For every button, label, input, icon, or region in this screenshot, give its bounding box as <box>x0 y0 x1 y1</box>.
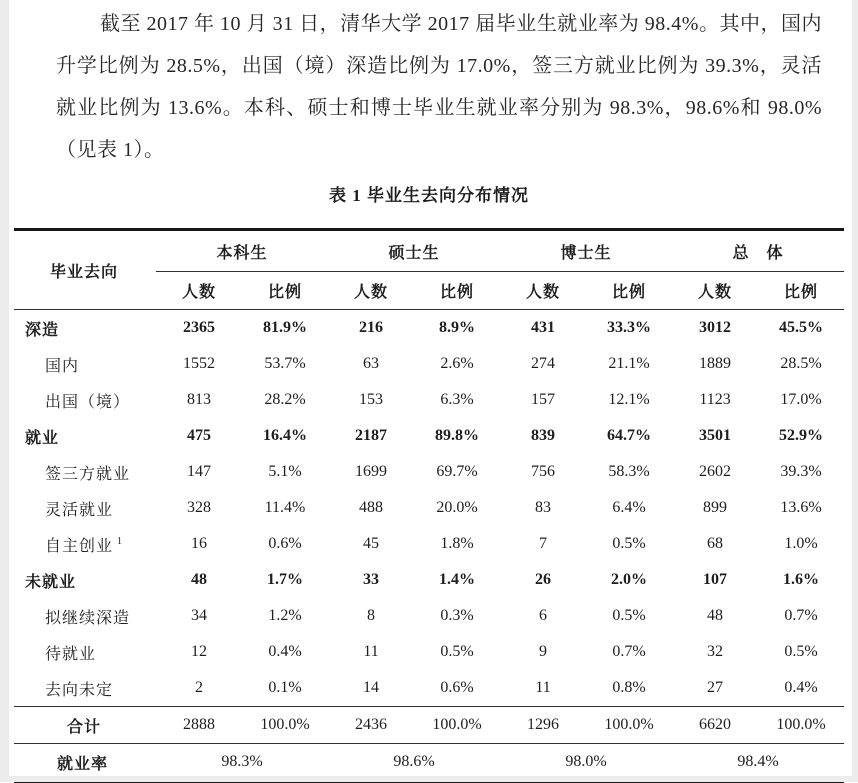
header-group-doctoral: 博士生 <box>500 230 672 272</box>
table-cell: 756 <box>531 463 556 480</box>
table-cell: 16.4% <box>263 427 307 444</box>
total-row <box>14 707 844 744</box>
header-destination: 毕业去向 <box>14 230 156 310</box>
header-group-total: 总 体 <box>672 230 844 272</box>
table-cell: 8 <box>367 607 376 624</box>
table-row <box>14 418 844 454</box>
table-cell: 7 <box>539 535 548 552</box>
table-cell: 899 <box>703 499 728 516</box>
table-row <box>14 526 844 562</box>
table-cell: 0.7% <box>784 607 818 624</box>
table-cell: 1.6% <box>783 571 820 588</box>
table-cell: 1699 <box>355 463 388 480</box>
table-cell: 0.7% <box>612 643 646 660</box>
table-cell: 488 <box>359 499 384 516</box>
table-cell: 11 <box>363 643 379 660</box>
table-cell: 0.1% <box>268 679 302 696</box>
row-label: 灵活就业 <box>45 501 114 519</box>
table-cell: 0.6% <box>440 679 474 696</box>
header-ratio: 比例 <box>758 272 844 310</box>
table-cell: 1.0% <box>784 535 818 552</box>
table-cell: 98.4% <box>737 753 779 770</box>
table-cell: 153 <box>359 391 384 408</box>
table-cell: 20.0% <box>436 499 478 516</box>
table-cell: 1.7% <box>267 571 303 588</box>
graduate-destination-table <box>14 228 844 783</box>
table-row <box>14 634 844 670</box>
table-row <box>14 562 844 598</box>
table-cell: 33 <box>363 571 380 588</box>
table-cell: 83 <box>535 499 552 516</box>
table-cell: 0.5% <box>440 643 474 660</box>
row-label: 未就业 <box>25 573 77 591</box>
header-count: 人数 <box>328 272 414 310</box>
table-cell: 431 <box>531 319 556 336</box>
table-cell: 69.7% <box>436 463 478 480</box>
table-cell: 0.4% <box>268 643 302 660</box>
header-count: 人数 <box>500 272 586 310</box>
table-cell: 0.3% <box>440 607 474 624</box>
table-cell: 8.9% <box>439 319 476 336</box>
table-cell: 3501 <box>699 427 732 444</box>
table-cell: 839 <box>531 427 556 444</box>
row-label: 拟继续深造 <box>45 609 131 627</box>
table-cell: 14 <box>363 679 380 696</box>
table-row <box>14 670 844 707</box>
table-cell: 2.0% <box>611 571 648 588</box>
table-cell: 63 <box>363 355 380 372</box>
table-cell: 52.9% <box>779 427 824 444</box>
table-cell: 12 <box>191 643 207 660</box>
table-cell: 33.3% <box>607 319 652 336</box>
table-cell: 2187 <box>355 427 388 444</box>
table-cell: 9 <box>539 643 548 660</box>
row-label: 签三方就业 <box>45 465 131 483</box>
table-cell: 45.5% <box>779 319 824 336</box>
table-cell: 53.7% <box>264 355 306 372</box>
table-cell: 0.5% <box>612 535 646 552</box>
table-cell: 2 <box>195 679 203 696</box>
header-ratio: 比例 <box>586 272 672 310</box>
table-cell: 0.8% <box>612 679 646 696</box>
table-cell: 12.1% <box>608 391 650 408</box>
table-cell: 11.4% <box>264 499 306 516</box>
table-cell: 2365 <box>183 319 215 336</box>
table-cell: 98.6% <box>393 753 435 770</box>
table-cell: 58.3% <box>608 463 650 480</box>
table-cell: 6.3% <box>440 391 474 408</box>
table-cell: 98.3% <box>221 753 263 770</box>
table-cell: 475 <box>187 427 211 444</box>
table-cell: 5.1% <box>268 463 302 480</box>
table-cell: 64.7% <box>607 427 652 444</box>
header-count: 人数 <box>672 272 758 310</box>
row-label: 去向未定 <box>45 681 114 699</box>
page-edge-right <box>852 0 858 782</box>
table-cell: 1.8% <box>440 535 474 552</box>
table-cell: 2.6% <box>440 355 474 372</box>
row-label: 自主创业 $^1$ <box>45 536 124 555</box>
table-cell: 28.2% <box>264 391 306 408</box>
header-group-master: 硕士生 <box>328 230 500 272</box>
table-cell: 100.0% <box>758 707 844 744</box>
table-cell: 89.8% <box>435 427 480 444</box>
table-cell: 16 <box>191 535 207 552</box>
header-group-row <box>14 230 844 272</box>
table-cell: 13.6% <box>780 499 822 516</box>
table-cell: 34 <box>191 607 207 624</box>
header-group-undergraduate: 本科生 <box>156 230 328 272</box>
table-cell: 6620 <box>672 707 758 744</box>
table-cell: 1123 <box>699 391 731 408</box>
table-cell: 1552 <box>183 355 215 372</box>
table-header <box>14 230 844 310</box>
table-cell: 0.5% <box>784 643 818 660</box>
table-row <box>14 454 844 490</box>
row-label: 国内 <box>45 357 80 375</box>
page-edge-left <box>0 0 9 782</box>
table-cell: 1296 <box>500 707 586 744</box>
table-cell: 1.4% <box>439 571 476 588</box>
table-row <box>14 382 844 418</box>
table-cell: 39.3% <box>780 463 822 480</box>
page-edge-bottom <box>0 776 858 782</box>
table-cell: 2888 <box>156 707 242 744</box>
table-cell: 100.0% <box>414 707 500 744</box>
row-label: 出国（境） <box>45 393 131 411</box>
table-cell: 2436 <box>328 707 414 744</box>
table-cell: 11 <box>535 679 551 696</box>
table-title: 表 1 毕业生去向分布情况 <box>329 186 529 205</box>
row-label: 深造 <box>25 321 60 339</box>
table-cell: 81.9% <box>263 319 307 336</box>
table-cell: 0.6% <box>268 535 302 552</box>
table-footer <box>14 707 844 782</box>
table-cell: 274 <box>531 355 556 372</box>
table-cell: 27 <box>707 679 724 696</box>
table-cell: 3012 <box>699 319 732 336</box>
table-cell: 0.5% <box>612 607 646 624</box>
table-cell: 100.0% <box>242 707 328 744</box>
table-cell: 0.4% <box>784 679 818 696</box>
table-cell: 32 <box>707 643 724 660</box>
table-cell: 45 <box>363 535 380 552</box>
table-cell: 48 <box>707 607 724 624</box>
table-cell: 1889 <box>699 355 732 372</box>
table-cell: 813 <box>187 391 211 408</box>
header-ratio: 比例 <box>414 272 500 310</box>
table-cell: 107 <box>703 571 728 588</box>
table-row <box>14 490 844 526</box>
table-cell: 98.0% <box>565 753 607 770</box>
table-cell: 17.0% <box>780 391 822 408</box>
table-cell: 48 <box>191 571 207 588</box>
table-cell: 216 <box>359 319 384 336</box>
table-row <box>14 346 844 382</box>
table-cell: 1.2% <box>268 607 302 624</box>
table-cell: 68 <box>707 535 724 552</box>
table-row <box>14 310 844 347</box>
table-body <box>14 310 844 707</box>
table-cell: 28.5% <box>780 355 822 372</box>
table-cell: 328 <box>187 499 211 516</box>
table-cell: 100.0% <box>586 707 672 744</box>
table-cell: 26 <box>535 571 552 588</box>
table-row <box>14 598 844 634</box>
row-label: 待就业 <box>45 645 97 663</box>
table-cell: 147 <box>187 463 211 480</box>
intro-paragraph: 截至 2017 年 10 月 31 日，清华大学 2017 届毕业生就业率为 98.4%。其中，国内升学比例为 28.5%，出国（境）深造比例为 17.0%，签三方就业比例为 39.3%，灵活就业比例为 13.6%。本科、硕士和博士毕业生就业率分别为 98.3%，98.6%和 98.0%（见表 1）。 <box>56 13 822 161</box>
employment-rate-label: 就业率 <box>57 755 109 773</box>
table-cell: 21.1% <box>608 355 650 372</box>
table-cell: 6.4% <box>612 499 646 516</box>
row-label: 就业 <box>25 429 60 447</box>
header-count: 人数 <box>156 272 242 310</box>
table-cell: 6 <box>539 607 548 624</box>
total-label: 合计 <box>14 707 156 744</box>
table-cell: 157 <box>531 391 556 408</box>
table-cell: 2602 <box>699 463 732 480</box>
header-ratio: 比例 <box>242 272 328 310</box>
